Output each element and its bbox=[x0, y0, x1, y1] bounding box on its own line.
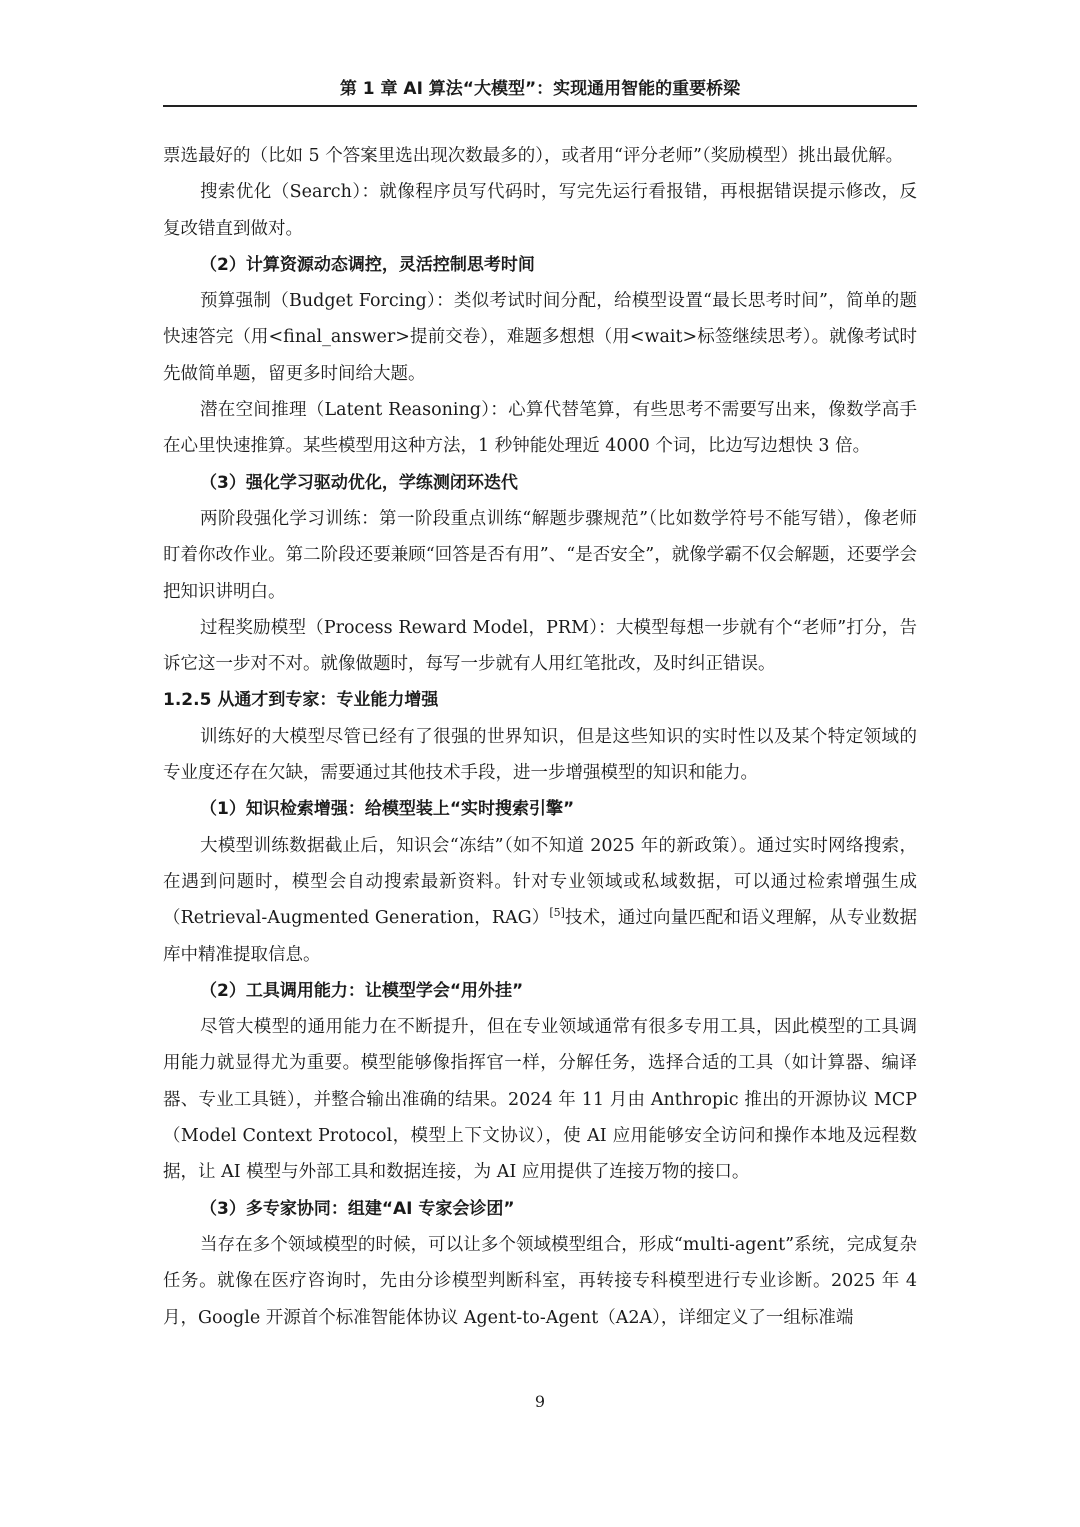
text-run: （2）工具调用能力：让模型学会“用外挂” bbox=[200, 980, 524, 1001]
subsection-heading bbox=[163, 973, 917, 1009]
paragraph bbox=[163, 828, 917, 973]
text-run: （2）计算资源动态调控，灵活控制思考时间 bbox=[200, 254, 535, 275]
text-run: 技术，通过向量匹配和语义理解，从专业数据库中精准提取信息。 bbox=[163, 908, 917, 965]
text-run: 1.2.5 从通才到专家：专业能力增强 bbox=[163, 690, 439, 711]
paragraph bbox=[163, 610, 917, 683]
subsection-heading bbox=[163, 247, 917, 283]
body-text bbox=[163, 138, 917, 1336]
text-run: （1）知识检索增强：给模型装上“实时搜索引擎” bbox=[200, 799, 575, 820]
paragraph bbox=[163, 174, 917, 247]
text-run: 过程奖励模型（Process Reward Model，PRM）：大模型每想一步就有个“老师”打分，告诉它这一步对不对。就像做题时，每写一步就有人用红笔批改，及时纠正错误。 bbox=[163, 617, 917, 675]
paragraph bbox=[163, 501, 917, 610]
subsection-heading bbox=[163, 465, 917, 501]
text-run: 票选最好的（比如 5 个答案里选出现次数最多的），或者用“评分老师”（奖励模型）挑出最优解。 bbox=[163, 146, 904, 166]
text-run: 两阶段强化学习训练：第一阶段重点训练“解题步骤规范”（比如数学符号不能写错），像老师盯着你改作业。第二阶段还要兼顾“回答是否有用”、“是否安全”，就像学霸不仅会解题，还要学会把知识讲明白。 bbox=[163, 508, 917, 602]
subsection-heading bbox=[163, 1191, 917, 1227]
chapter-header: 第 1 章 AI 算法“大模型”：实现通用智能的重要桥梁 bbox=[163, 74, 917, 107]
page-number: 9 bbox=[534, 1392, 546, 1411]
text-run: 当存在多个领域模型的时候，可以让多个领域模型组合，形成“multi-agent”系统，完成复杂任务。就像在医疗咨询时，先由分诊模型判断科室，再转接专科模型进行专业诊断。2025 年 4 月，Google 开源首个标准智能体协议 Agent-to-Agent（A2A），详细定义了一组标准端 bbox=[163, 1234, 917, 1328]
text-run: 尽管大模型的通用能力在不断提升，但在专业领域通常有很多专用工具，因此模型的工具调用能力就显得尤为重要。模型能够像指挥官一样，分解任务，选择合适的工具（如计算器、编译器、专业工具链），并整合输出准确的结果。2024 年 11 月由 Anthropic 推出的开源协议 MCP（Model Context Protocol，模型上下文协议），使 AI 应用能够安全访问和操作本地及远程数据，让 AI 模型与外部工具和数据连接，为 AI 应用提供了连接万物的接口。 bbox=[163, 1017, 917, 1183]
paragraph bbox=[163, 138, 917, 174]
subsection-heading bbox=[163, 791, 917, 827]
paragraph bbox=[163, 1227, 917, 1336]
citation-ref: [5] bbox=[549, 906, 565, 920]
text-run: 搜索优化（Search）：就像程序员写代码时，写完先运行看报错，再根据错误提示修改，反复改错直到做对。 bbox=[163, 182, 917, 239]
text-run: 潜在空间推理（Latent Reasoning）：心算代替笔算，有些思考不需要写出来，像数学高手在心里快速推算。某些模型用这种方法，1 秒钟能处理近 4000 个词，比边写边想快 3 倍。 bbox=[163, 400, 917, 457]
paragraph bbox=[163, 392, 917, 465]
text-run: 预算强制（Budget Forcing）：类似考试时间分配，给模型设置“最长思考时间”，简单的题快速答完（用<final_answer>提前交卷），难题多想想（用<wait>标签继续思考）。就像考试时先做简单题，留更多时间给大题。 bbox=[163, 291, 917, 384]
text-run: （3）强化学习驱动优化，学练测闭环迭代 bbox=[200, 472, 518, 493]
paragraph bbox=[163, 1009, 917, 1190]
text-run: 大模型训练数据截止后，知识会“冻结”（如不知道 2025 年的新政策）。通过实时网络搜索，在遇到问题时，模型会自动搜索最新资料。针对专业领域或私域数据，可以通过检索增强生成（Retrieval-Augmented Generation，RAG） bbox=[163, 835, 917, 929]
section-heading bbox=[163, 682, 917, 718]
text-run: 训练好的大模型尽管已经有了很强的世界知识，但是这些知识的实时性以及某个特定领域的专业度还存在欠缺，需要通过其他技术手段，进一步增强模型的知识和能力。 bbox=[163, 726, 917, 784]
paragraph bbox=[163, 719, 917, 792]
text-run: （3）多专家协同：组建“AI 专家会诊团” bbox=[200, 1198, 515, 1219]
paragraph bbox=[163, 283, 917, 392]
